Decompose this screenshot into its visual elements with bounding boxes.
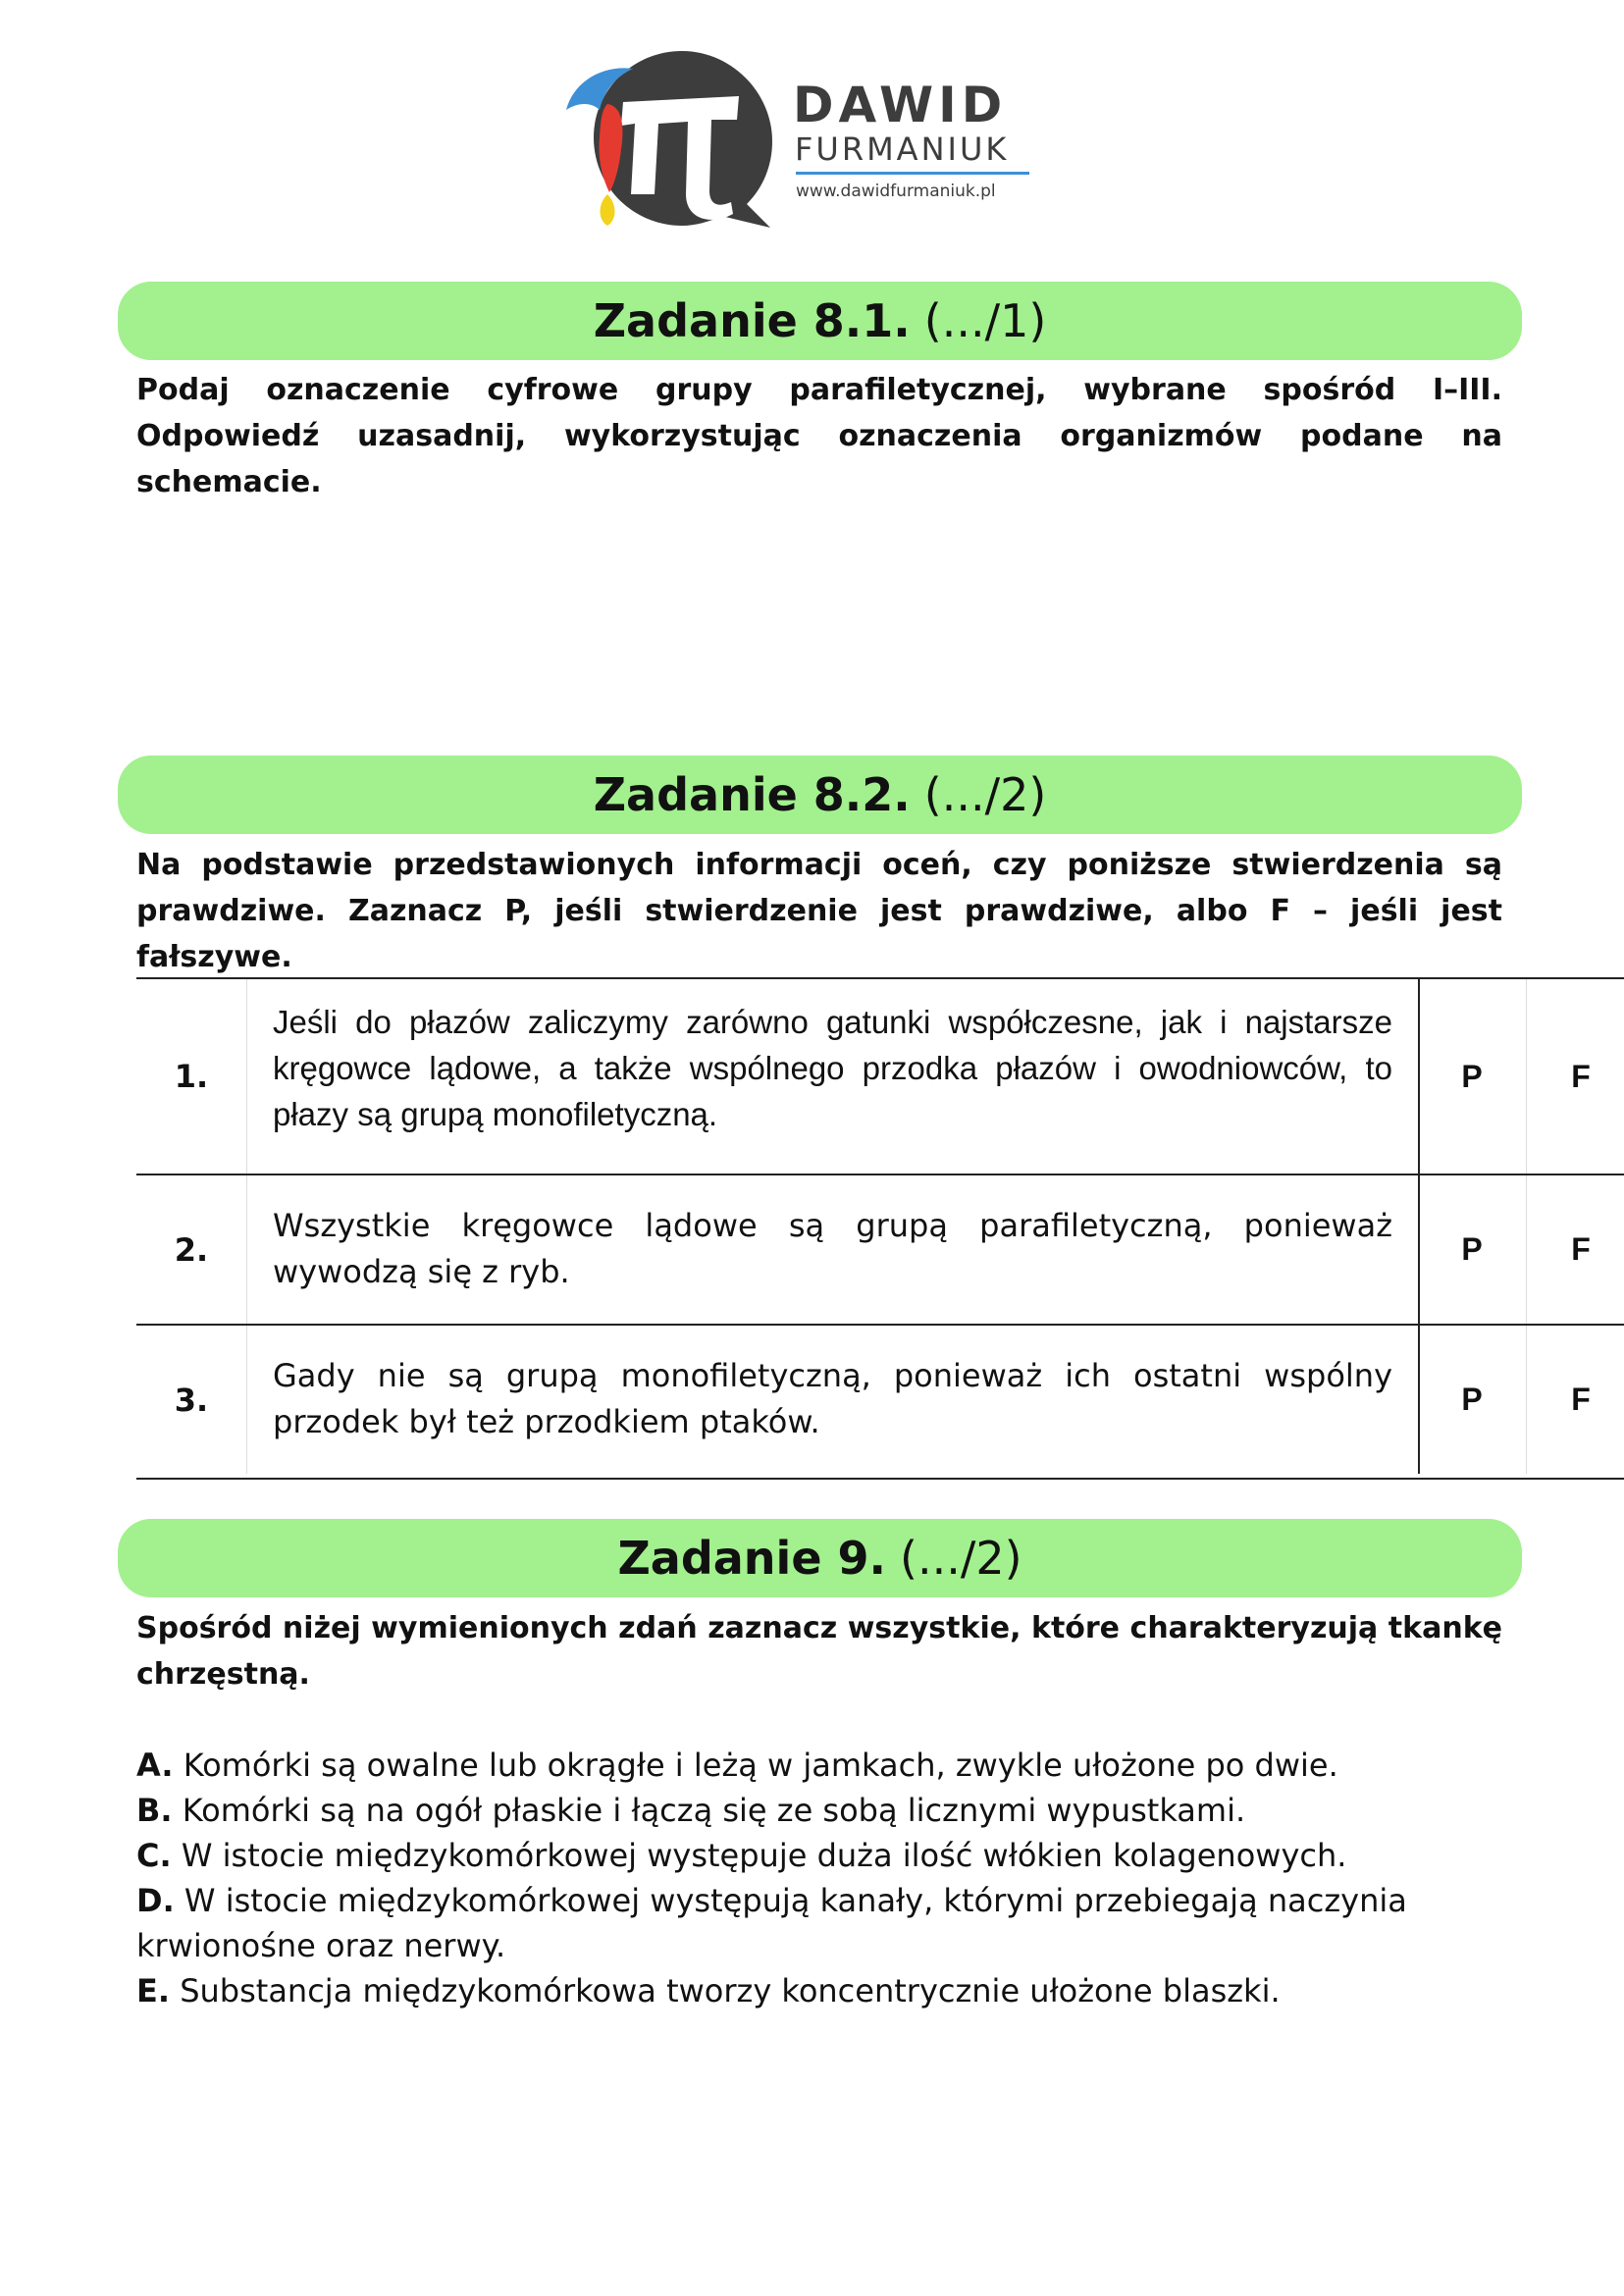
task-points: (.../2): [900, 1532, 1022, 1585]
table-row: [136, 979, 1624, 1175]
answer-option-c[interactable]: [136, 1833, 1530, 1878]
task-title: Zadanie 8.2.: [593, 768, 911, 821]
statement-number: 3.: [136, 1326, 247, 1474]
option-letter: E.: [136, 1972, 171, 2009]
true-false-table: [136, 977, 1624, 1480]
logo-url: www.dawidfurmaniuk.pl: [796, 182, 996, 201]
brand-logo: [564, 47, 1035, 234]
option-text: Komórki są owalne lub okrągłe i leżą w jamkach, zwykle ułożone po dwie.: [183, 1747, 1338, 1784]
logo-divider: [796, 172, 1029, 175]
answer-option-a[interactable]: [136, 1743, 1530, 1788]
table-row: [136, 1326, 1624, 1474]
task-instruction: Podaj oznaczenie cyfrowe grupy parafiletycznej, wybrane spośród I–III. Odpowiedź uzasadnij, wykorzystując oznaczenia organizmów podane na schemacie.: [136, 373, 1502, 499]
logo-name-first: DAWID: [793, 77, 1008, 133]
option-letter: C.: [136, 1837, 172, 1874]
task-header-9: [118, 1519, 1522, 1597]
task-title: Zadanie 9.: [617, 1532, 887, 1585]
task-header-8-1: [118, 282, 1522, 360]
answer-true-option[interactable]: P: [1418, 1326, 1527, 1474]
option-letter: D.: [136, 1882, 175, 1919]
task-instruction: Spośród niżej wymienionych zdań zaznacz wszystkie, które charakteryzują tkankę chrzęstną.: [136, 1611, 1502, 1692]
answer-false-option[interactable]: F: [1527, 979, 1624, 1174]
option-letter: A.: [136, 1747, 174, 1784]
statement-text: Wszystkie kręgowce lądowe są grupą parafiletyczną, ponieważ wywodzą się z ryb.: [273, 1207, 1392, 1290]
statement-number: 2.: [136, 1175, 247, 1324]
logo-name-last: FURMANIUK: [795, 130, 1010, 168]
option-text: Substancja międzykomórkowa tworzy koncentrycznie ułożone blaszki.: [180, 1972, 1281, 2009]
answer-true-option[interactable]: P: [1418, 979, 1527, 1174]
task-header-8-2: [118, 756, 1522, 834]
answer-false-option[interactable]: F: [1527, 1326, 1624, 1474]
option-text: W istocie międzykomórkowej występują kanały, którymi przebiegają naczynia krwionośne oraz nerwy.: [136, 1882, 1407, 1964]
task-instruction: Na podstawie przedstawionych informacji oceń, czy poniższe stwierdzenia są prawdziwe. Zaznacz P, jeśli stwierdzenie jest prawdziwe, albo F – jeśli jest fałszywe.: [136, 848, 1502, 974]
statement-text: Jeśli do płazów zaliczymy zarówno gatunki współczesne, jak i najstarsze kręgowce lądowe, a także wspólnego przodka płazów i owodniowców, to płazy są grupą monofiletyczną.: [273, 1004, 1392, 1132]
table-row: [136, 1175, 1624, 1326]
pi-logo-icon: [564, 47, 780, 234]
answer-false-option[interactable]: F: [1527, 1175, 1624, 1324]
task-title: Zadanie 8.1.: [593, 294, 911, 347]
answer-option-d[interactable]: [136, 1878, 1530, 1968]
statement-number: 1.: [136, 979, 247, 1174]
answer-true-option[interactable]: P: [1418, 1175, 1527, 1324]
statement-text: Gady nie są grupą monofiletyczną, ponieważ ich ostatni wspólny przodek był też przodkiem ptaków.: [273, 1357, 1392, 1440]
option-text: Komórki są na ogół płaskie i łączą się ze sobą licznymi wypustkami.: [182, 1792, 1246, 1829]
option-text: W istocie międzykomórkowej występuje duża ilość włókien kolagenowych.: [181, 1837, 1347, 1874]
task-points: (.../1): [923, 294, 1047, 347]
task-points: (.../2): [923, 768, 1047, 821]
answer-option-b[interactable]: [136, 1788, 1530, 1833]
answer-options-list: [136, 1743, 1530, 2013]
answer-option-e[interactable]: [136, 1968, 1530, 2013]
option-letter: B.: [136, 1792, 173, 1829]
